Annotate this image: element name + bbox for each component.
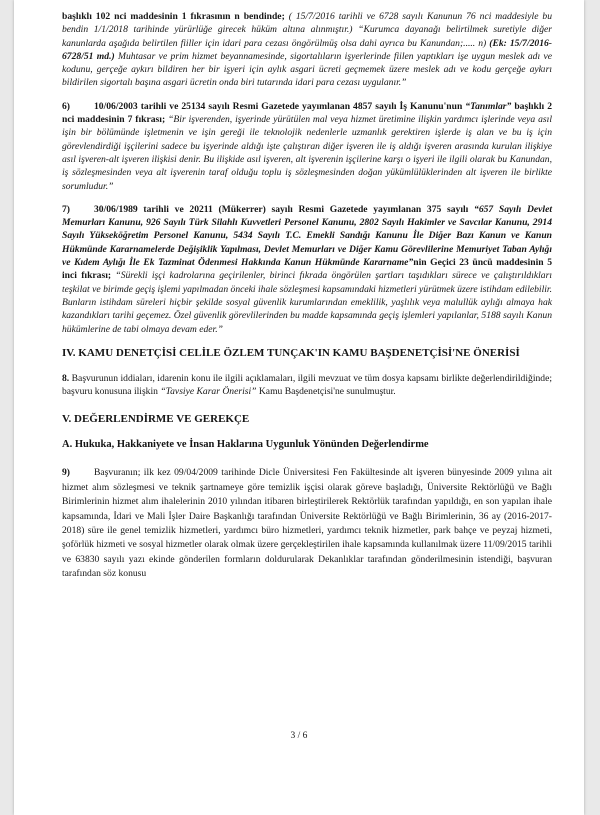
item-6-quote: “Bir işverenden, işyerinde yürütülen mal veya hizmet üretimine ilişkin yardımcı işlerinde veya asıl işin bir bölümünde işletmenin ve işin gereği ile teknolojik nedenlerle uzmanlık gerektiren işlerde iş alan ve bu iş için görevlendirdiği işçilerini sadece bu işyerinde aldığı işte çalıştıran diğer işveren ile iş aldığı işveren arasında kurulan ilişkiye asıl işveren-alt işveren ilişkisi denir. Bu ilişkide asıl işveren, alt işverenin işçilerine karşı o işyeri ile ilgili olarak bu Kanundan, iş sözleşmesinden veya alt işverenin taraf olduğu toplu iş sözleşmesinden doğan yükümlülüklerinden alt işveren ile birlikte sorumludur.” xyxy=(62,114,552,192)
item-7-quote: “Sürekli işçi kadrolarına geçirilenler, birinci fıkrada öngörülen şartları taşıdıkları sürece ve çalıştırıldıkları teşkilat ve birimde geçiş işlemi yapılmadan önceki ihale sözleşmesi kapsamındaki hizmetleri yürütmek üzere istihdam edilebilir. Bunların istihdam süreleri hiçbir şekilde sosyal güvenlik kurumlarından emeklilik, yaşlılık veya malullük aylığı almaya hak kazandıkları tarihi geçemez. Özel güvenlik görevlilerinden bu madde kapsamında geçiş işlemleri yapılanlar, 5188 sayılı Kanun hükümlerine de tabi olmaya devam eder.” xyxy=(62,270,552,335)
document-page xyxy=(14,0,584,815)
document-body xyxy=(62,10,552,596)
item-8-number: 8. xyxy=(62,372,70,384)
item-9-number: 9) xyxy=(62,467,70,479)
item-7-lead: 30/06/1989 tarihli ve 20211 (Mükerrer) sayılı Resmi Gazetede yayımlanan 375 sayılı xyxy=(94,203,475,215)
section-5-heading: V. DEĞERLENDİRME VE GEREKÇE xyxy=(62,413,250,426)
item-7-lead-2: nin Geçici 23 üncü maddesinin 5 inci fıkrası; xyxy=(62,257,552,282)
intro-lead: başlıklı 102 nci maddesinin 1 fıkrasının n bendinde; xyxy=(62,11,289,22)
item-8-text: Başvurunun iddiaları, idarenin konu ile ilgili açıklamaları, ilgili mevzuat ve tüm dosya kapsamı birlikte değerlendirildiğinde; başvuru konusuna ilişkin xyxy=(62,372,552,398)
item-6-title: “Tanımlar” xyxy=(465,100,512,112)
item-6-number: 6) xyxy=(62,100,70,112)
item-8-text-end: Kamu Başdenetçisi'ne sunulmuştur. xyxy=(256,386,396,398)
item-9-text: Başvuranın; ilk kez 09/04/2009 tarihinde Dicle Üniversitesi Fen Fakültesinde alt işveren bünyesinde 2009 yılına ait hizmet alım sözleşmesi ve teknik şartnameye göre temizlik işçisi olarak göreve başladığı, Üniversite Rektörlüğü ve Bağlı Birimlerinin hizmet alım ihalelerinin 2010 yılından itibaren birleştirilerek Rektörlük tarafından yapıldığı, en son yapılan ihale kapsamında, İdari ve Mali İşler Daire Başkanlığı tarafından Üniversite Rektörlüğü ve Bağlı Birimlerinin, 36 ay (2016-2017-2018) süre ile genel temizlik hizmetleri, yardımcı büro hizmetleri, yardımcı teknik hizmetler, park bahçe ve peyzaj hizmeti, şoförlük hizmeti ve sosyal hizmetler olarak olmak üzere gerçekleştirilen ihale kapsamında kullanılmak üzere 11/09/2015 tarihli ve 63830 sayılı yazı ekinde gönderilen formların doldurularak Dekanlıklar tarafından gönderilmesinin istendiği, başvuran tarafından söz konusu xyxy=(62,467,552,580)
intro-paragraph xyxy=(62,10,552,90)
item-6 xyxy=(62,100,552,193)
item-7-title: “657 Sayılı Devlet Memurları Kanunu, 926 Sayılı Türk Silahlı Kuvvetleri Personel Kanunu, 2802 Sayılı Hakimler ve Savcılar Kanunu, 2914 Sayılı Yükseköğretim Personel Kanunu, 5434 Sayılı T.C. Emekli Sandığı Kanunu İle Diğer Bazı Kanun ve Kanun Hükmünde Kararnamelerde Değişiklik Yapılması, Devlet Memurları ve Diğer Kamu Görevlilerine Memuriyet Taban Aylığı ve Kıdem Aylığı İle Ek Tazminat Ödenmesi Hakkında Kanun Hükmünde Kararname” xyxy=(62,203,552,269)
section-4-heading: IV. KAMU DENETÇİSİ CELİLE ÖZLEM TUNÇAK'IN KAMU BAŞDENETÇİSİ'NE ÖNERİSİ xyxy=(62,346,520,359)
page-number: 3 / 6 xyxy=(290,731,308,741)
item-8-quote: “Tavsiye Karar Önerisi” xyxy=(160,386,257,398)
item-6-lead: 10/06/2003 tarihli ve 25134 sayılı Resmi Gazetede yayımlanan 4857 sayılı İş Kanunu'nun xyxy=(94,100,466,112)
intro-quote: ( 15/7/2016 tarihli ve 6728 sayılı Kanunun 76 nci maddesiyle bu bendin 1/1/2018 tarihinde yürürlüğe girecek hüküm altına alınmıştır.) “Kurumca dayanağı belirtilmek suretiyle diğer kanunlarda aşağıda belirtilen fiiller için idari para cezası öngörülmüş olsa dahi ayrıca bu Kanundan;..... n) xyxy=(62,11,553,49)
item-7-number: 7) xyxy=(62,203,70,215)
item-7 xyxy=(62,203,552,336)
intro-quote-end: Muhtasar ve prim hizmet beyannamesinde, sigortalıların işyerlerinde fiilen yaptıkları işe uygun meslek adı ve kodunu, gerçeğe aykırı bildiren her bir işyeri için aylık asgari ücreti geçmemek üzere meslek adı ve kodu gerçeğe aykırı bildirilen sigortalı başına asgari ücretin onda biri tutarında idari para cezası uygulanır.” xyxy=(62,50,552,89)
item-6-lead-2: başlıklı 2 nci maddesinin 7 fıkrası; xyxy=(62,100,552,126)
item-8 xyxy=(62,372,552,399)
item-9 xyxy=(62,466,552,581)
section-a-heading: A. Hukuka, Hakkaniyete ve İnsan Haklarına Uygunluk Yönünden Değerlendirme xyxy=(62,439,429,451)
intro-amendment: (Ek: 15/7/2016-6728/51 md.) xyxy=(62,37,552,62)
